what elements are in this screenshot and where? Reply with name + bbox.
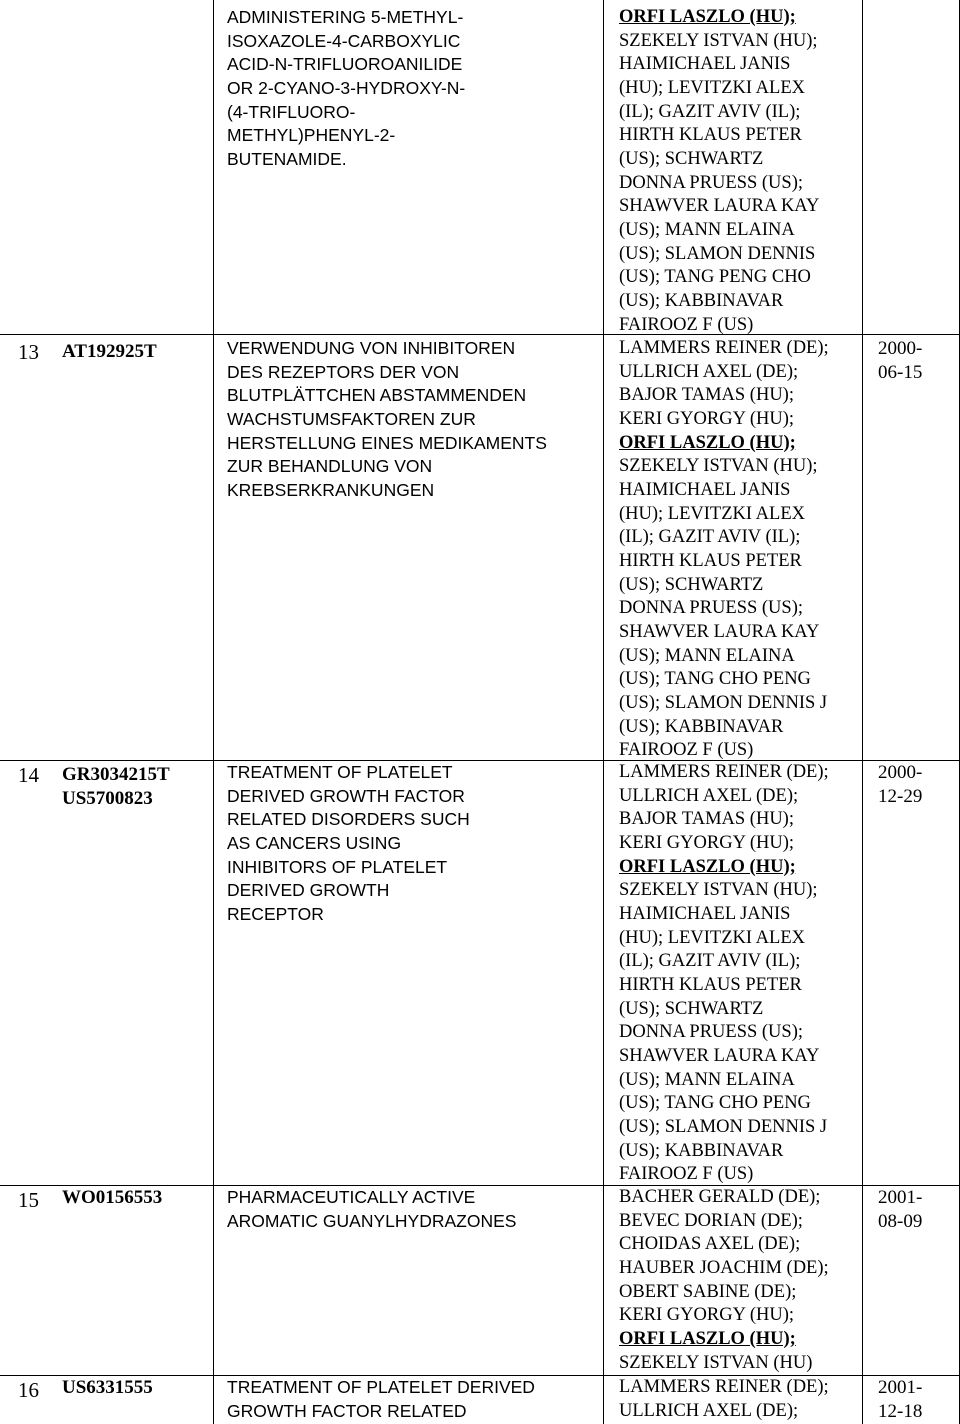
- publication-date: 2001- 12-18: [878, 1377, 923, 1422]
- inventor-line: LAMMERS REINER (DE);: [619, 1377, 829, 1397]
- inventor-line: (US); KABBINAVAR: [619, 716, 784, 737]
- inventor-line: BAJOR TAMAS (HU);: [619, 385, 794, 406]
- inventor-line: ULLRICH AXEL (DE);: [619, 1400, 799, 1421]
- inventor-line: SZEKELY ISTVAN (HU);: [619, 30, 818, 51]
- inventor-line: ULLRICH AXEL (DE);: [619, 785, 799, 806]
- inventor-line: LAMMERS REINER (DE);: [619, 338, 829, 358]
- inventor-line: (US); MANN ELAINA: [619, 219, 795, 240]
- inventor-line: [619, 856, 859, 880]
- inventor-line: (US); SLAMON DENNIS J: [619, 692, 828, 713]
- inventor-line: HIRTH KLAUS PETER: [619, 550, 802, 571]
- invention-title: PHARMACEUTICALLY ACTIVE AROMATIC GUANYLHYDRAZONES: [227, 1187, 517, 1231]
- inventor-list: [619, 6, 859, 337]
- inventor-list: [619, 1376, 859, 1423]
- inventor-line: (IL); GAZIT AVIV (IL);: [619, 951, 801, 972]
- highlighted-inventor: ORFI LASZLO (HU);: [619, 7, 796, 27]
- column-divider-3: [862, 0, 863, 1424]
- inventor-line: (US); SLAMON DENNIS J: [619, 1116, 828, 1137]
- inventor-line: SHAWVER LAURA KAY: [619, 196, 820, 217]
- invention-title: ADMINISTERING 5-METHYL- ISOXAZOLE-4-CARBOXYLIC ACID-N-TRIFLUOROANILIDE OR 2-CYANO-3-HYDROXY-N- (4-TRIFLUORO- METHYL)PHENYL-2- BUTENAMIDE.: [227, 7, 466, 169]
- patent-number: WO0156553: [62, 1187, 163, 1208]
- inventor-line: CHOIDAS AXEL (DE);: [619, 1234, 801, 1255]
- highlighted-inventor: ORFI LASZLO (HU);: [619, 1328, 796, 1349]
- inventor-line: HAUBER JOACHIM (DE);: [619, 1257, 829, 1278]
- inventor-line: (IL); GAZIT AVIV (IL);: [619, 527, 801, 548]
- inventor-line: HIRTH KLAUS PETER: [619, 125, 802, 146]
- highlighted-inventor: ORFI LASZLO (HU);: [619, 856, 796, 877]
- patent-number: GR3034215T US5700823: [62, 764, 170, 809]
- inventor-line: SHAWVER LAURA KAY: [619, 1045, 820, 1066]
- inventor-line: (IL); GAZIT AVIV (IL);: [619, 101, 801, 122]
- inventor-line: (US); TANG CHO PENG: [619, 669, 811, 690]
- inventor-line: FAIROOZ F (US): [619, 740, 754, 761]
- inventor-line: (US); TANG PENG CHO: [619, 267, 811, 288]
- inventor-line: SZEKELY ISTVAN (HU);: [619, 456, 818, 477]
- inventor-line: HAIMICHAEL JANIS: [619, 903, 791, 924]
- inventor-line: DONNA PRUESS (US);: [619, 598, 804, 619]
- inventor-line: KERI GYORGY (HU);: [619, 408, 795, 429]
- inventor-line: HAIMICHAEL JANIS: [619, 479, 791, 500]
- inventor-line: (US); SCHWARTZ: [619, 148, 764, 169]
- invention-title: VERWENDUNG VON INHIBITOREN DES REZEPTORS DER VON BLUTPLÄTTCHEN ABSTAMMENDEN WACHSTUMSFAKTOREN ZUR HERSTELLUNG EINES MEDIKAMENTS ZUR BEHANDLUNG VON KREBSERKRANKUNGEN: [227, 338, 547, 500]
- row-number: 14: [18, 763, 39, 787]
- inventor-line: [619, 6, 859, 30]
- inventor-line: (US); KABBINAVAR: [619, 290, 784, 311]
- publication-date: 2000- 12-29: [878, 762, 923, 807]
- patent-number: US6331555: [62, 1377, 153, 1398]
- inventor-line: HIRTH KLAUS PETER: [619, 974, 802, 995]
- inventor-line: (US); KABBINAVAR: [619, 1140, 784, 1161]
- inventor-line: FAIROOZ F (US): [619, 314, 754, 335]
- column-divider-1: [213, 0, 214, 1424]
- inventor-list: [619, 761, 859, 1187]
- inventor-line: (US); MANN ELAINA: [619, 1069, 795, 1090]
- inventor-line: LAMMERS REINER (DE);: [619, 762, 829, 782]
- inventor-line: KERI GYORGY (HU);: [619, 1305, 795, 1326]
- inventor-line: (US); SCHWARTZ: [619, 574, 764, 595]
- row-number: 15: [18, 1188, 39, 1212]
- inventor-line: KERI GYORGY (HU);: [619, 832, 795, 853]
- publication-date: 2000- 06-15: [878, 338, 923, 383]
- publication-date: 2001- 08-09: [878, 1187, 923, 1232]
- inventor-line: (US); MANN ELAINA: [619, 645, 795, 666]
- inventor-line: ULLRICH AXEL (DE);: [619, 361, 799, 382]
- inventor-line: OBERT SABINE (DE);: [619, 1281, 797, 1302]
- inventor-line: DONNA PRUESS (US);: [619, 172, 804, 193]
- patent-number: AT192925T: [62, 341, 157, 362]
- inventor-line: SHAWVER LAURA KAY: [619, 621, 820, 642]
- inventor-line: BEVEC DORIAN (DE);: [619, 1210, 803, 1231]
- inventor-line: (HU); LEVITZKI ALEX: [619, 927, 805, 948]
- inventor-line: BACHER GERALD (DE);: [619, 1187, 821, 1207]
- inventor-line: FAIROOZ F (US): [619, 1164, 754, 1185]
- inventor-line: (US); SCHWARTZ: [619, 998, 764, 1019]
- invention-title: TREATMENT OF PLATELET DERIVED GROWTH FACTOR RELATED DISORDERS SUCH AS CANCERS USING INHIBITORS OF PLATELET DERIVED GROWTH RECEPTOR: [227, 762, 470, 924]
- inventor-line: [619, 432, 859, 456]
- inventor-line: (HU); LEVITZKI ALEX: [619, 77, 805, 98]
- highlighted-inventor: ORFI LASZLO (HU);: [619, 432, 796, 453]
- inventor-line: (US); SLAMON DENNIS: [619, 243, 816, 264]
- row-number: 13: [18, 340, 39, 364]
- inventor-line: BAJOR TAMAS (HU);: [619, 809, 794, 830]
- inventor-line: (HU); LEVITZKI ALEX: [619, 503, 805, 524]
- inventor-line: SZEKELY ISTVAN (HU);: [619, 880, 818, 901]
- inventor-list: [619, 337, 859, 763]
- inventor-line: HAIMICHAEL JANIS: [619, 54, 791, 75]
- column-divider-2: [603, 0, 604, 1424]
- inventor-line: DONNA PRUESS (US);: [619, 1022, 804, 1043]
- row-number: 16: [18, 1378, 39, 1402]
- inventor-line: SZEKELY ISTVAN (HU): [619, 1352, 813, 1373]
- inventor-line: [619, 1328, 859, 1352]
- inventor-line: (US); TANG CHO PENG: [619, 1093, 811, 1114]
- invention-title: TREATMENT OF PLATELET DERIVED GROWTH FACTOR RELATED: [227, 1377, 535, 1421]
- inventor-list: [619, 1186, 859, 1375]
